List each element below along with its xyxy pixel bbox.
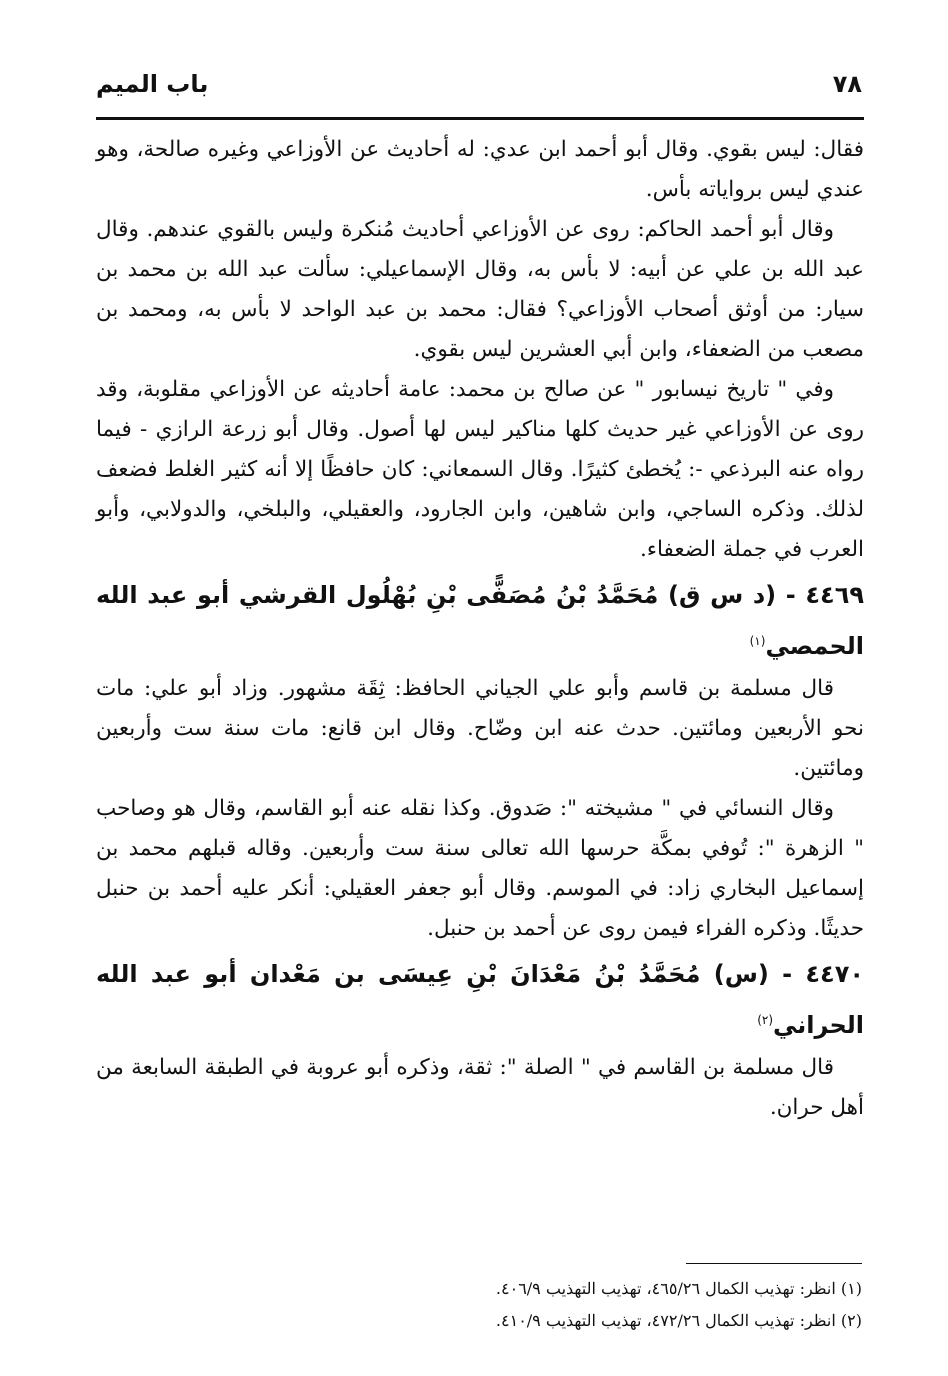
paragraph: وفي " تاريخ نيسابور " عن صالح بن محمد: عامة أحاديثه عن الأوزاعي مقلوبة، وقد روى عن الأوزاعي غير حديث كلها مناكير ليس لها أصول. وقال أبو زرعة الرازي - فيما رواه عنه البرذعي -: يُخطئ كثيرًا. وقال السمعاني: كان حافظًا إلا أنه كثير الغلط فضعف لذلك. وذكره الساجي، وابن شاهين، وابن الجارود، والعقيلي، والبلخي، والدولابي، وأبو العرب في جملة الضعفاء. (96, 377, 864, 562)
entry-heading-text: ٤٤٦٩ - (د س ق) مُحَمَّدُ بْنُ مُصَفًّى بْنِ بُهْلُول القرشي أبو عبد الله الحمصي (96, 581, 864, 660)
running-header (96, 66, 862, 110)
entry-heading-text: ٤٤٧٠ - (س) مُحَمَّدُ بْنُ مَعْدَانَ بْنِ عِيسَى بن مَعْدان أبو عبد الله الحراني (96, 960, 864, 1039)
chapter-title: باب الميم (96, 70, 209, 98)
entry-heading-4470 (96, 951, 864, 1048)
footnote-marker: (١) (749, 634, 766, 648)
paragraph: قال مسلمة بن القاسم في " الصلة ": ثقة، وذكره أبو عروبة في الطبقة السابعة من أهل حران. (96, 1055, 864, 1120)
paragraph: وقال النسائي في " مشيخته ": صَدوق. وكذا نقله عنه أبو القاسم، وقال هو وصاحب " الزهرة ": تُوفي بمكَّة حرسها الله تعالى سنة ست وأربعين. وقاله قبلهم محمد بن إسماعيل البخاري زاد: في الموسم. وقال أبو جعفر العقيلي: أنكر عليه أحمد بن حنبل حديثًا. وذكره الفراء فيمن روى عن أحمد بن حنبل. (96, 796, 864, 941)
paragraph: فقال: ليس بقوي. وقال أبو أحمد ابن عدي: له أحاديث عن الأوزاعي وغيره صالحة، وهو عندي ليس برواياته بأس. (96, 137, 864, 202)
footnote: (١) انظر: تهذيب الكمال ٤٦٥/٢٦، تهذيب التهذيب ٤٠٦/٩. (495, 1279, 862, 1298)
main-text (96, 130, 864, 1128)
paragraph: قال مسلمة بن قاسم وأبو علي الجياني الحافظ: ثِقَة مشهور. وزاد أبو علي: مات نحو الأربعين ومائتين. حدث عنه ابن وضّاح. وقال ابن قانع: مات سنة ست وأربعين ومائتين. (96, 676, 864, 781)
header-rule (96, 117, 864, 120)
footnote-marker: (٢) (757, 1013, 774, 1027)
footnote-separator (686, 1263, 862, 1264)
footnotes (162, 1273, 862, 1337)
entry-heading-4469 (96, 572, 864, 669)
paragraph: وقال أبو أحمد الحاكم: روى عن الأوزاعي أحاديث مُنكرة وليس بالقوي عندهم. وقال عبد الله بن علي عن أبيه: لا بأس به، وقال الإسماعيلي: سألت عبد الله بن محمد بن سيار: من أوثق أصحاب الأوزاعي؟ فقال: محمد بن عبد الواحد لا بأس به، ومحمد بن مصعب من الضعفاء، وابن أبي العشرين ليس بقوي. (96, 217, 864, 362)
footnote: (٢) انظر: تهذيب الكمال ٤٧٢/٢٦، تهذيب التهذيب ٤١٠/٩. (495, 1311, 862, 1330)
page-number: ٧٨ (832, 70, 862, 98)
